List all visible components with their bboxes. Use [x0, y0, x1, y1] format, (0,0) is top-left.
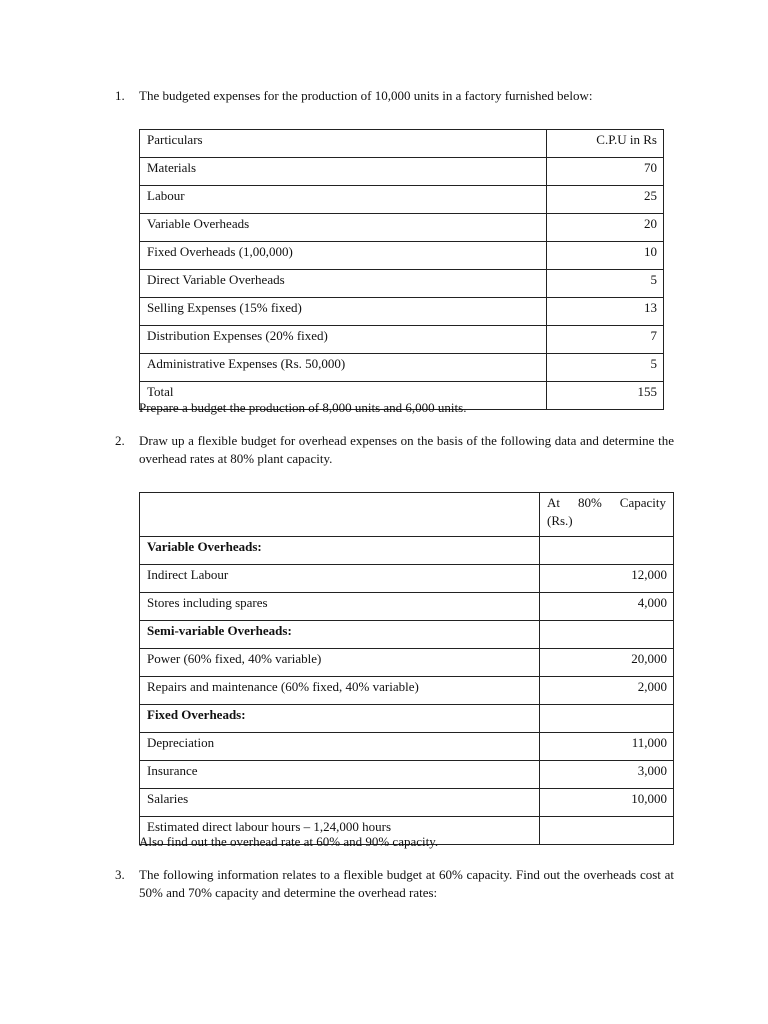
question-3	[115, 866, 674, 902]
header-capacity-line1: At 80% Capacity	[547, 495, 666, 510]
flexible-budget-table	[139, 492, 674, 845]
row-label: Indirect Labour	[140, 565, 540, 593]
row-label: Estimated direct labour hours – 1,24,000 hours	[140, 817, 540, 845]
header-capacity	[540, 493, 674, 537]
question-1-note: Prepare a budget the production of 8,000 units and 6,000 units.	[139, 400, 467, 415]
table-row-heading	[140, 537, 674, 565]
table-row	[140, 354, 664, 382]
row-label: Distribution Expenses (20% fixed)	[140, 326, 547, 354]
table-row	[140, 298, 664, 326]
question-1	[115, 87, 674, 105]
row-value	[540, 537, 674, 565]
row-label: Direct Variable Overheads	[140, 270, 547, 298]
row-label: Depreciation	[140, 733, 540, 761]
row-label: Repairs and maintenance (60% fixed, 40% variable)	[140, 677, 540, 705]
row-value	[540, 705, 674, 733]
section-heading: Fixed Overheads:	[140, 705, 540, 733]
header-capacity-line2: (Rs.)	[547, 513, 573, 528]
row-label: Variable Overheads	[140, 214, 547, 242]
table-row	[140, 677, 674, 705]
row-label: Salaries	[140, 789, 540, 817]
header-particulars: Particulars	[140, 130, 547, 158]
row-value: 5	[547, 270, 664, 298]
row-value: 3,000	[540, 761, 674, 789]
row-value: 155	[547, 382, 664, 410]
question-3-number: 3.	[115, 867, 125, 882]
table-row	[140, 593, 674, 621]
row-value	[540, 817, 674, 845]
row-value	[540, 621, 674, 649]
row-value: 4,000	[540, 593, 674, 621]
question-1-number: 1.	[115, 88, 125, 103]
table-header-row	[140, 130, 664, 158]
row-value: 20,000	[540, 649, 674, 677]
row-value: 10	[547, 242, 664, 270]
table-row	[140, 158, 664, 186]
row-value: 20	[547, 214, 664, 242]
row-label: Power (60% fixed, 40% variable)	[140, 649, 540, 677]
table-row	[140, 565, 674, 593]
row-value: 10,000	[540, 789, 674, 817]
row-value: 13	[547, 298, 664, 326]
table-row-heading	[140, 705, 674, 733]
section-heading: Variable Overheads:	[140, 537, 540, 565]
table-row	[140, 789, 674, 817]
row-value: 25	[547, 186, 664, 214]
row-value: 70	[547, 158, 664, 186]
row-value: 12,000	[540, 565, 674, 593]
table-row-heading	[140, 621, 674, 649]
row-label: Total	[140, 382, 547, 410]
section-heading: Semi-variable Overheads:	[140, 621, 540, 649]
table-row	[140, 733, 674, 761]
budget-expenses-table	[139, 129, 664, 410]
question-1-text: The budgeted expenses for the production of 10,000 units in a factory furnished below:	[139, 88, 593, 103]
row-value: 2,000	[540, 677, 674, 705]
table-row	[140, 270, 664, 298]
row-label: Selling Expenses (15% fixed)	[140, 298, 547, 326]
row-label: Labour	[140, 186, 547, 214]
table-row	[140, 214, 664, 242]
table-row	[140, 186, 664, 214]
row-label: Stores including spares	[140, 593, 540, 621]
question-3-text: The following information relates to a flexible budget at 60% capacity. Find out the overheads cost at 50% and 70% capacity and determine the overhead rates:	[139, 867, 674, 900]
row-value: 11,000	[540, 733, 674, 761]
question-2-text: Draw up a flexible budget for overhead expenses on the basis of the following data and determine the overhead rates at 80% plant capacity.	[139, 433, 674, 466]
row-value: 5	[547, 354, 664, 382]
question-2	[115, 432, 674, 468]
table-row	[140, 761, 674, 789]
table-row	[140, 649, 674, 677]
header-blank	[140, 493, 540, 537]
row-label: Materials	[140, 158, 547, 186]
row-value: 7	[547, 326, 664, 354]
question-2-number: 2.	[115, 433, 125, 448]
table-row	[140, 326, 664, 354]
row-label: Fixed Overheads (1,00,000)	[140, 242, 547, 270]
row-label: Administrative Expenses (Rs. 50,000)	[140, 354, 547, 382]
question-2-note: Also find out the overhead rate at 60% and 90% capacity.	[139, 834, 439, 849]
table-header-row	[140, 493, 674, 537]
header-cpu: C.P.U in Rs	[547, 130, 664, 158]
table-row	[140, 242, 664, 270]
row-label: Insurance	[140, 761, 540, 789]
